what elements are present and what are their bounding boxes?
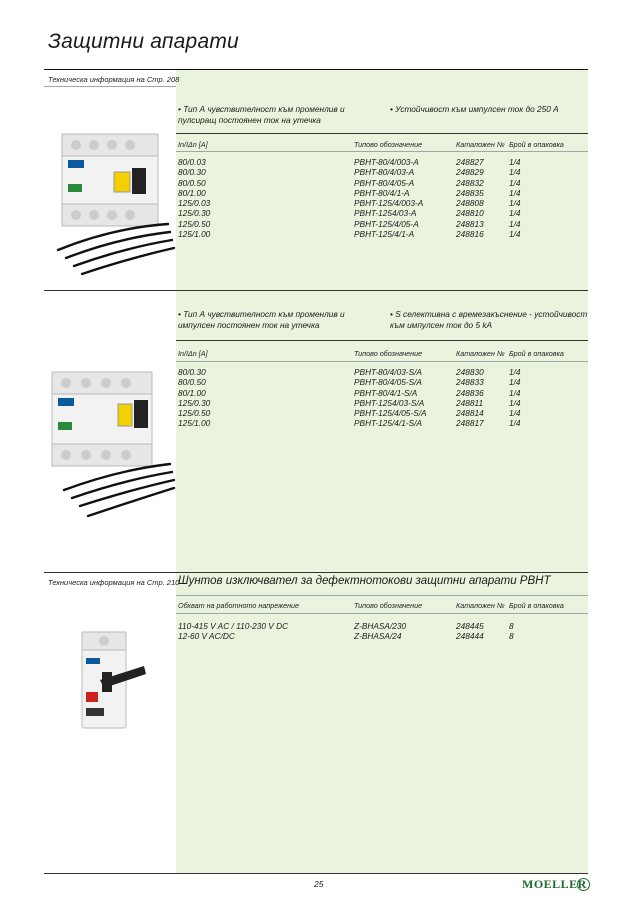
cell-rating: 80/0.30: [178, 167, 206, 178]
page-number: 25: [314, 879, 324, 889]
cell-catalog: 248814: [456, 408, 484, 419]
cell-rating: 125/0.03: [178, 198, 211, 209]
rcd-4pole-product-image: [52, 132, 176, 278]
cell-type: PBHT-80/4/03-S/A: [354, 367, 422, 377]
cell-pack: 1/4: [509, 397, 521, 408]
table-row: [176, 408, 588, 418]
footer-rule: [44, 873, 588, 874]
s3-header-type: Типово обозначение: [354, 601, 423, 610]
s1-header-type: Типово обозначение: [354, 140, 423, 149]
cell-catalog: 248811: [456, 397, 484, 408]
cell-pack: 1/4: [509, 229, 521, 240]
cell-type: PBHT-125/4/003-A: [354, 198, 424, 209]
s1-bullet-left: • Тип А чувствителност към променлив и пулсиращ постоянен ток на утечка: [178, 104, 345, 125]
table-row: [176, 621, 588, 631]
cell-type: Z-BHASA/230: [354, 621, 407, 631]
table-row: [176, 198, 588, 208]
s2-header-catalog: Каталожен №: [456, 349, 505, 358]
cell-catalog: 248816: [456, 229, 484, 240]
cell-pack: 1/4: [509, 177, 521, 188]
cell-catalog: 248832: [456, 177, 484, 188]
table-row: [176, 398, 588, 408]
s2-bullet-left: • Тип А чувствителност към променлив и импулсен постоянен ток на утечка: [178, 309, 345, 330]
cell-rating: 125/1.00: [178, 418, 211, 429]
s1-bullet-right: • Устойчивост към импулсен ток до 250 А: [390, 104, 559, 114]
cell-pack: 1/4: [509, 218, 521, 229]
s1-header-catalog: Каталожен №: [456, 140, 505, 149]
s1-table: [176, 157, 588, 239]
cell-catalog: 248445: [456, 621, 484, 631]
rcd-4pole-s-product-image: [48, 370, 176, 520]
cell-pack: 1/4: [509, 198, 521, 209]
cell-catalog: 248835: [456, 187, 484, 198]
cell-catalog: 248827: [456, 157, 484, 167]
cell-type: PBHT-80/4/1-A: [354, 187, 410, 198]
cell-rating: 125/0.50: [178, 408, 211, 419]
cell-catalog: 248830: [456, 367, 484, 377]
s2-header-type: Типово обозначение: [354, 349, 423, 358]
cell-rating: 80/1.00: [178, 187, 206, 198]
s1-header-pack: Брой в опаковка: [509, 140, 564, 149]
s2-table: [176, 367, 588, 429]
cell-type: PBHT-80/4/1-S/A: [354, 387, 418, 398]
table-row: [176, 208, 588, 218]
cell-pack: 1/4: [509, 377, 521, 388]
s3-table: [176, 621, 588, 642]
s2-header-pack: Брой в опаковка: [509, 349, 564, 358]
s2-bullet-right: • S селективна с времезакъснение - устойчивост към импулсен ток до 5 kA: [390, 309, 588, 330]
shunt-trip-product-image: [60, 630, 160, 730]
s3-rule-top: [176, 595, 588, 596]
cell-type: PBHT-1254/03-S/A: [354, 397, 425, 408]
cell-type: PBHT-125/4/1-S/A: [354, 418, 422, 429]
cell-catalog: 248444: [456, 631, 484, 642]
cell-rating: 80/0.30: [178, 367, 206, 377]
cell-rating: 125/1.00: [178, 229, 211, 240]
s2-header-rating: In/IΔn [A]: [178, 349, 208, 358]
s3-header-catalog: Каталожен №: [456, 601, 505, 610]
cell-rating: 125/0.30: [178, 397, 211, 408]
section3-rule: [44, 572, 588, 573]
cell-rating: 80/0.50: [178, 377, 206, 388]
cell-type: Z-BHASA/24: [354, 631, 402, 642]
cell-catalog: 248817: [456, 418, 484, 429]
table-row: [176, 178, 588, 188]
table-row: [176, 157, 588, 167]
table-row: [176, 367, 588, 377]
cell-pack: 1/4: [509, 157, 521, 167]
cell-rating: 80/0.50: [178, 177, 206, 188]
cell-pack: 1/4: [509, 387, 521, 398]
cell-type: PBHT-80/4/05-A: [354, 177, 415, 188]
cell-type: PBHT-125/4/05-S/A: [354, 408, 427, 419]
s1-rule-top: [176, 133, 588, 134]
tech-info-1: Техническа информация на Стр. 208: [48, 75, 180, 84]
cell-pack: 1/4: [509, 367, 521, 377]
section2-rule: [44, 290, 588, 291]
left-rule-1: [44, 86, 176, 87]
table-row: [176, 167, 588, 177]
page-title: Защитни апарати: [48, 30, 239, 53]
cell-rating: 125/0.30: [178, 208, 211, 219]
cell-type: PBHT-80/4/03-A: [354, 167, 415, 178]
s3-header-pack: Брой в опаковка: [509, 601, 564, 610]
cell-pack: 1/4: [509, 208, 521, 219]
cell-catalog: 248833: [456, 377, 484, 388]
cell-pack: 1/4: [509, 408, 521, 419]
cell-type: PBHT-125/4/05-A: [354, 218, 419, 229]
s1-header-rating: In/IΔn [A]: [178, 140, 208, 149]
cell-type: PBHT-80/4/003-A: [354, 157, 419, 167]
cell-catalog: 248813: [456, 218, 484, 229]
cell-pack: 1/4: [509, 418, 521, 429]
cell-catalog: 248808: [456, 198, 484, 209]
table-row: [176, 229, 588, 239]
cell-catalog: 248810: [456, 208, 484, 219]
s2-rule-header: [176, 361, 588, 362]
cell-pack: 1/4: [509, 167, 521, 178]
cell-type: PBHT-1254/03-A: [354, 208, 417, 219]
s1-rule-header: [176, 151, 588, 152]
cell-voltage: 12-60 V AC/DC: [178, 631, 235, 642]
moeller-logo-icon: [577, 878, 590, 891]
table-row: [176, 377, 588, 387]
cell-rating: 80/1.00: [178, 387, 206, 398]
cell-pack: 8: [509, 631, 514, 642]
cell-catalog: 248829: [456, 167, 484, 178]
s3-title: Шунтов изключвател за дефектнотокови защитни апарати PBHT: [178, 575, 551, 587]
cell-type: PBHT-80/4/05-S/A: [354, 377, 422, 388]
table-row: [176, 219, 588, 229]
s3-rule-header: [176, 613, 588, 614]
moeller-logo: MOELLER: [522, 877, 587, 891]
table-row: [176, 418, 588, 428]
cell-rating: 125/0.50: [178, 218, 211, 229]
cell-type: PBHT-125/4/1-A: [354, 229, 415, 240]
table-row: [176, 388, 588, 398]
table-row: [176, 631, 588, 641]
cell-pack: 1/4: [509, 187, 521, 198]
table-row: [176, 188, 588, 198]
s3-header-voltage: Обхват на работното напрежение: [178, 601, 300, 610]
cell-pack: 8: [509, 621, 514, 631]
cell-catalog: 248836: [456, 387, 484, 398]
s2-rule-top: [176, 340, 588, 341]
cell-rating: 80/0.03: [178, 157, 206, 167]
cell-voltage: 110-415 V AC / 110-230 V DC: [178, 621, 289, 631]
tech-info-2: Техническа информация на Стр. 210: [48, 578, 180, 587]
